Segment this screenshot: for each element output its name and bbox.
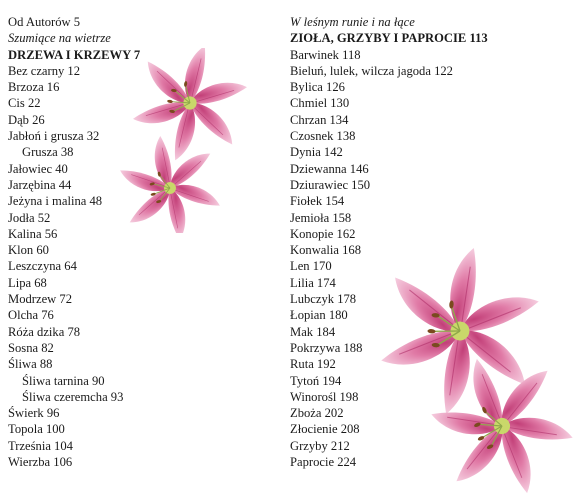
toc-entry: Winorośl 198 (290, 389, 359, 404)
toc-left-column (8, 14, 258, 470)
toc-entry: Len 170 (290, 259, 332, 274)
toc-entry: Topola 100 (8, 422, 65, 437)
toc-right-column (290, 14, 575, 470)
toc-entry: Chmiel 130 (290, 96, 350, 111)
toc-entry: Dąb 26 (8, 112, 45, 127)
toc-entry: Jeżyna i malina 48 (8, 194, 103, 209)
toc-entry: Jodła 52 (8, 210, 51, 225)
toc-entry: Grusza 38 (22, 145, 74, 160)
toc-entry: Bez czarny 12 (8, 63, 81, 78)
toc-entry: Jałowiec 40 (8, 161, 68, 176)
toc-entry: Olcha 76 (8, 308, 54, 323)
toc-entry: Chrzan 134 (290, 112, 349, 127)
toc-entry: Dziurawiec 150 (290, 177, 371, 192)
section-subtitle: W leśnym runie i na łące (290, 15, 415, 29)
toc-entry: Jarzębina 44 (8, 177, 72, 192)
toc-entry: Klon 60 (8, 243, 49, 258)
toc-entry: Lipa 68 (8, 275, 47, 290)
toc-entry: Brzoza 16 (8, 80, 60, 95)
toc-entry: Dynia 142 (290, 145, 343, 160)
toc-entry: Tytoń 194 (290, 373, 342, 388)
section-subtitle: Szumiące na wietrze (8, 31, 111, 46)
toc-entry: Róża dzika 78 (8, 324, 81, 339)
toc-entry: Mak 184 (290, 324, 336, 339)
toc-entry: Cis 22 (8, 96, 41, 111)
toc-entry: Paprocie 224 (290, 455, 357, 470)
toc-entry: Łopian 180 (290, 308, 348, 323)
toc-entry: Śliwa czeremcha 93 (22, 389, 124, 404)
toc-entry: Lilia 174 (290, 275, 336, 290)
toc-entry: Świerk 96 (8, 406, 60, 421)
toc-entry: Zboża 202 (290, 406, 344, 421)
toc-entry: Bieluń, lulek, wilcza jagoda 122 (290, 63, 453, 78)
section-heading: ZIOŁA, GRZYBY I PAPROCIE 113 (290, 31, 488, 46)
toc-entry: Ruta 192 (290, 357, 336, 372)
toc-entry: Złocienie 208 (290, 422, 360, 437)
toc-entry: Dziewanna 146 (290, 161, 369, 176)
toc-entry: Śliwa 88 (8, 357, 53, 372)
toc-entry: Sosna 82 (8, 340, 54, 355)
toc-entry: Trześnia 104 (8, 438, 73, 453)
toc-entry: Jemioła 158 (290, 210, 352, 225)
toc-entry: Wierzba 106 (8, 455, 73, 470)
toc-entry: Jabłoń i grusza 32 (8, 129, 100, 144)
toc-entry: Bylica 126 (290, 80, 345, 95)
toc-entry: Pokrzywa 188 (290, 340, 363, 355)
toc-entry: Od Autorów 5 (8, 15, 81, 29)
toc-entry: Grzyby 212 (290, 438, 350, 453)
toc-entry: Czosnek 138 (290, 129, 356, 144)
toc-entry: Lubczyk 178 (290, 292, 357, 307)
toc-entry: Kalina 56 (8, 226, 58, 241)
toc-entry: Modrzew 72 (8, 292, 73, 307)
toc-entry: Śliwa tarnina 90 (22, 373, 105, 388)
toc-entry: Konwalia 168 (290, 243, 361, 258)
section-heading: DRZEWA I KRZEWY 7 (8, 47, 141, 62)
toc-entry: Fiołek 154 (290, 194, 345, 209)
toc-entry: Barwinek 118 (290, 47, 361, 62)
toc-entry: Konopie 162 (290, 226, 356, 241)
toc-entry: Leszczyna 64 (8, 259, 77, 274)
